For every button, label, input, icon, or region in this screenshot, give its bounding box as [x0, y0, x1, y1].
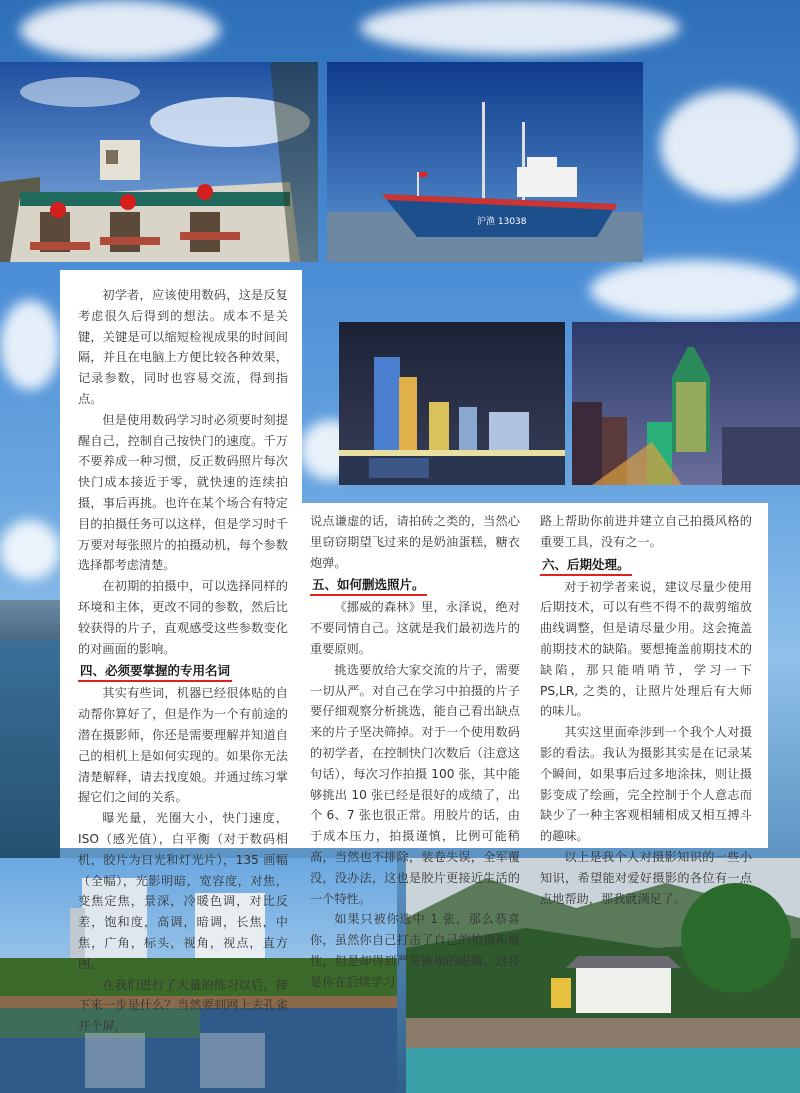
- section-heading-5: 五、如何删选照片。: [310, 575, 427, 596]
- sky-cloud: [0, 520, 60, 580]
- col2-paragraph: 挑选要放给大家交流的片子，需要一切从严。对自己在学习中拍摄的片子要仔细观察分析挑选，能自己看出缺点来的片子坚决筛掉。对于一个使用数码的初学者，在控制快门次数后（注意这句话），每次习作拍摄 100 张，其中能够挑出 10 张已经是很好的成绩了，出个 6、7 张也很正常。用胶片的话，由于成本压力，拍摄谨慎，比例可能稍高，当然也不排除，装卷失误，全军覆没，没办法，这也是胶片更接近生活的一个特性。: [310, 662, 520, 906]
- sky-cloud: [360, 0, 680, 55]
- section-heading-6: 六、后期处理。: [540, 555, 632, 576]
- sky-cloud: [20, 0, 220, 60]
- boat-number: 沪渔 13038: [477, 217, 527, 227]
- col3-paragraph: 以上是我个人对摄影知识的一些小知识，希望能对爱好摄影的各位有一点点地帮助，那我就满足了。: [540, 849, 752, 906]
- sky-cloud: [590, 260, 800, 320]
- col3-paragraph: 路上帮助你前进并建立自己拍摄风格的重要工具，没有之一。: [540, 514, 752, 549]
- article-column-3: [540, 511, 752, 909]
- photo-night-city-river: [339, 322, 565, 485]
- col1-paragraph: 曝光量，光圈大小，快门速度，ISO（感光值），白平衡（对于数码相机，胶片为日光和灯光片），135 画幅（全幅），光影明暗，宽容度，对焦，变焦定焦，景深，冷暖色调，对比反差，饱和度，高调，暗调，长焦，中焦，广角，标头，视角，视点，直方图。: [78, 811, 288, 971]
- bg-bridge-left: [0, 600, 60, 640]
- col1-paragraph: 在初期的拍摄中，可以选择同样的环境和主体，更改不同的参数，然后比较获得的片子，直观感受这些参数变化的对画面的影响。: [78, 579, 288, 656]
- article-column-1: [78, 285, 288, 1037]
- col3-paragraph: 其实这里面牵涉到一个我个人对摄影的看法。我认为摄影其实是在记录某个瞬间，如果事后过多地涂抹，则让摄影变成了绘画，完全控制于个人意志而缺少了一种主客观相辅相成又相互搏斗的趣味。: [540, 725, 752, 844]
- article-column-2: [310, 511, 520, 993]
- section-heading-4: 四、必须要掌握的专用名词: [78, 661, 232, 682]
- sky-cloud: [660, 90, 800, 200]
- col1-paragraph: 在我们进行了大量的练习以后，接下来一步是什么？当然要到网上去孔雀开个屏，: [78, 977, 288, 1034]
- col1-paragraph: 其实有些词，机器已经很体贴的自动帮你算好了，但是作为一个有前途的潜在摄影师，你还是需要理解并知道自己的相机上是如何实现的。如果你无法清楚解释，请去找度娘。并通过练习掌握它们之间的关系。: [78, 686, 288, 805]
- col1-paragraph: 但是使用数码学习时必须要时刻提醒自己，控制自己按快门的速度。千万不要养成一种习惯，反正数码照片每次快门成本接近于零，就快速的连续拍摄，事后再挑。也许在某个场合有特定目的拍摄任务可以这样，但是学习时千万要对每张照片的拍摄动机，每个参数选择都考虑清楚。: [78, 412, 288, 573]
- col2-paragraph: 说点谦虚的话，请拍砖之类的，当然心里窃窃期望飞过来的是奶油蛋糕，糖衣炮弹。: [310, 514, 520, 570]
- col2-paragraph: 《挪威的森林》里，永泽说，绝对不要同情自己。这就是我们最初选片的重要原则。: [310, 600, 520, 656]
- col2-paragraph: 如果只被你选中 1 张，那么恭喜你，虽然你自己打击了自己的拍摄积极性，但是却得到严苛挑剔的眼睛。这将是你在后续学习: [310, 912, 520, 989]
- photo-fishing-boat: [327, 62, 643, 262]
- sky-cloud: [0, 300, 60, 390]
- photo-night-skyscraper: [572, 322, 800, 485]
- col3-paragraph: 对于初学者来说，建议尽量少使用后期技术，可以有些不得不的裁剪缩放曲线调整，但是请尽量少用。这会掩盖前期技术的缺陷。要想掩盖前期技术的缺陷，那只能哨哨节，学习一下 PS,LR, 之类的，让照片处理后有大师的味儿。: [540, 579, 752, 719]
- bg-water-left: [0, 640, 60, 860]
- photo-building-lanterns: [0, 62, 318, 262]
- col1-paragraph: 初学者，应该使用数码，这是反复考虑很久后得到的想法。成本不是关键，关键是可以缩短检视成果的时间间隔，并且在电脑上方便比较各种效果，记录参数，同时也容易交流，得到指点。: [78, 288, 288, 406]
